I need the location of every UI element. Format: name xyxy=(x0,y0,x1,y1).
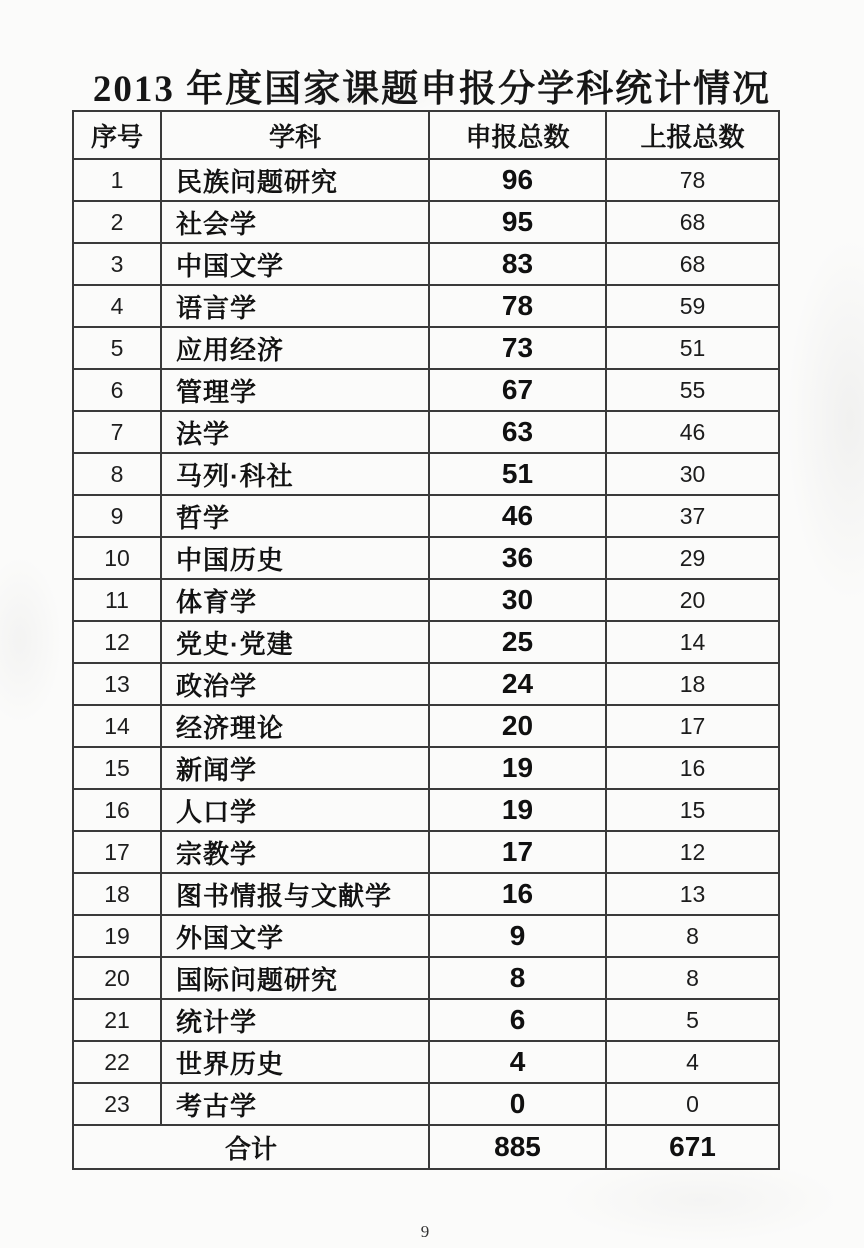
table-row xyxy=(73,327,779,369)
row-discipline: 宗教学 xyxy=(161,831,429,873)
row-applied: 46 xyxy=(429,495,606,537)
row-applied: 9 xyxy=(429,915,606,957)
row-discipline: 马列·科社 xyxy=(161,453,429,495)
row-applied: 20 xyxy=(429,705,606,747)
row-reported: 55 xyxy=(606,369,779,411)
table-row xyxy=(73,789,779,831)
row-discipline: 体育学 xyxy=(161,579,429,621)
row-index: 11 xyxy=(73,579,161,621)
row-index: 17 xyxy=(73,831,161,873)
row-index: 6 xyxy=(73,369,161,411)
row-index: 15 xyxy=(73,747,161,789)
row-index: 20 xyxy=(73,957,161,999)
row-applied: 17 xyxy=(429,831,606,873)
table-row xyxy=(73,411,779,453)
statistics-table xyxy=(72,110,780,1170)
row-discipline: 世界历史 xyxy=(161,1041,429,1083)
table-row xyxy=(73,915,779,957)
row-reported: 68 xyxy=(606,243,779,285)
col-header-applied: 申报总数 xyxy=(429,111,606,159)
table-row xyxy=(73,1083,779,1125)
row-applied: 95 xyxy=(429,201,606,243)
table-row xyxy=(73,663,779,705)
row-reported: 78 xyxy=(606,159,779,201)
header-row xyxy=(73,111,779,159)
row-applied: 19 xyxy=(429,789,606,831)
total-row xyxy=(73,1125,779,1169)
row-index: 9 xyxy=(73,495,161,537)
row-index: 21 xyxy=(73,999,161,1041)
col-header-index: 序号 xyxy=(73,111,161,159)
row-reported: 29 xyxy=(606,537,779,579)
page-number: 9 xyxy=(420,1222,430,1241)
row-applied: 73 xyxy=(429,327,606,369)
table-row xyxy=(73,537,779,579)
row-discipline: 党史·党建 xyxy=(161,621,429,663)
row-discipline: 国际问题研究 xyxy=(161,957,429,999)
col-header-reported: 上报总数 xyxy=(606,111,779,159)
table-body xyxy=(73,159,779,1125)
row-reported: 37 xyxy=(606,495,779,537)
total-applied-value: 885 xyxy=(429,1125,606,1169)
row-index: 16 xyxy=(73,789,161,831)
row-reported: 16 xyxy=(606,747,779,789)
row-discipline: 社会学 xyxy=(161,201,429,243)
row-index: 1 xyxy=(73,159,161,201)
row-reported: 12 xyxy=(606,831,779,873)
row-applied: 0 xyxy=(429,1083,606,1125)
row-reported: 46 xyxy=(606,411,779,453)
row-applied: 16 xyxy=(429,873,606,915)
row-discipline: 政治学 xyxy=(161,663,429,705)
table-row xyxy=(73,243,779,285)
row-discipline: 应用经济 xyxy=(161,327,429,369)
row-reported: 17 xyxy=(606,705,779,747)
row-reported: 18 xyxy=(606,663,779,705)
row-index: 8 xyxy=(73,453,161,495)
row-discipline: 图书情报与文献学 xyxy=(161,873,429,915)
row-discipline: 管理学 xyxy=(161,369,429,411)
row-applied: 24 xyxy=(429,663,606,705)
row-applied: 25 xyxy=(429,621,606,663)
row-discipline: 人口学 xyxy=(161,789,429,831)
table-header xyxy=(73,111,779,159)
table-row xyxy=(73,873,779,915)
row-index: 18 xyxy=(73,873,161,915)
row-reported: 20 xyxy=(606,579,779,621)
row-applied: 67 xyxy=(429,369,606,411)
row-applied: 78 xyxy=(429,285,606,327)
row-reported: 8 xyxy=(606,915,779,957)
row-applied: 51 xyxy=(429,453,606,495)
row-index: 12 xyxy=(73,621,161,663)
row-reported: 4 xyxy=(606,1041,779,1083)
row-index: 4 xyxy=(73,285,161,327)
row-index: 23 xyxy=(73,1083,161,1125)
row-applied: 30 xyxy=(429,579,606,621)
row-reported: 30 xyxy=(606,453,779,495)
table-row xyxy=(73,201,779,243)
row-applied: 63 xyxy=(429,411,606,453)
row-discipline: 中国文学 xyxy=(161,243,429,285)
row-index: 3 xyxy=(73,243,161,285)
row-index: 14 xyxy=(73,705,161,747)
row-discipline: 经济理论 xyxy=(161,705,429,747)
row-applied: 4 xyxy=(429,1041,606,1083)
row-index: 5 xyxy=(73,327,161,369)
total-reported-value: 671 xyxy=(606,1125,779,1169)
table-row xyxy=(73,705,779,747)
row-reported: 13 xyxy=(606,873,779,915)
row-index: 19 xyxy=(73,915,161,957)
table-row xyxy=(73,453,779,495)
row-applied: 8 xyxy=(429,957,606,999)
row-discipline: 哲学 xyxy=(161,495,429,537)
page-title: 2013 年度国家课题申报分学科统计情况 xyxy=(92,69,772,110)
row-applied: 36 xyxy=(429,537,606,579)
row-reported: 15 xyxy=(606,789,779,831)
table-row xyxy=(73,495,779,537)
row-applied: 96 xyxy=(429,159,606,201)
table-footer xyxy=(73,1125,779,1169)
row-discipline: 法学 xyxy=(161,411,429,453)
row-discipline: 新闻学 xyxy=(161,747,429,789)
row-discipline: 中国历史 xyxy=(161,537,429,579)
row-reported: 0 xyxy=(606,1083,779,1125)
table-row xyxy=(73,285,779,327)
table-row xyxy=(73,621,779,663)
table-row xyxy=(73,1041,779,1083)
col-header-discipline: 学科 xyxy=(161,111,429,159)
row-reported: 59 xyxy=(606,285,779,327)
row-index: 10 xyxy=(73,537,161,579)
row-reported: 14 xyxy=(606,621,779,663)
table-row xyxy=(73,369,779,411)
table-row xyxy=(73,957,779,999)
table-row xyxy=(73,159,779,201)
row-reported: 68 xyxy=(606,201,779,243)
row-applied: 6 xyxy=(429,999,606,1041)
row-discipline: 民族问题研究 xyxy=(161,159,429,201)
row-discipline: 语言学 xyxy=(161,285,429,327)
row-discipline: 外国文学 xyxy=(161,915,429,957)
row-index: 22 xyxy=(73,1041,161,1083)
table-row xyxy=(73,999,779,1041)
row-applied: 83 xyxy=(429,243,606,285)
table-row xyxy=(73,579,779,621)
row-reported: 51 xyxy=(606,327,779,369)
row-index: 2 xyxy=(73,201,161,243)
row-index: 13 xyxy=(73,663,161,705)
table-row xyxy=(73,747,779,789)
row-reported: 5 xyxy=(606,999,779,1041)
total-label: 合计 xyxy=(73,1125,429,1169)
row-discipline: 考古学 xyxy=(161,1083,429,1125)
row-index: 7 xyxy=(73,411,161,453)
row-reported: 8 xyxy=(606,957,779,999)
row-discipline: 统计学 xyxy=(161,999,429,1041)
table-row xyxy=(73,831,779,873)
row-applied: 19 xyxy=(429,747,606,789)
